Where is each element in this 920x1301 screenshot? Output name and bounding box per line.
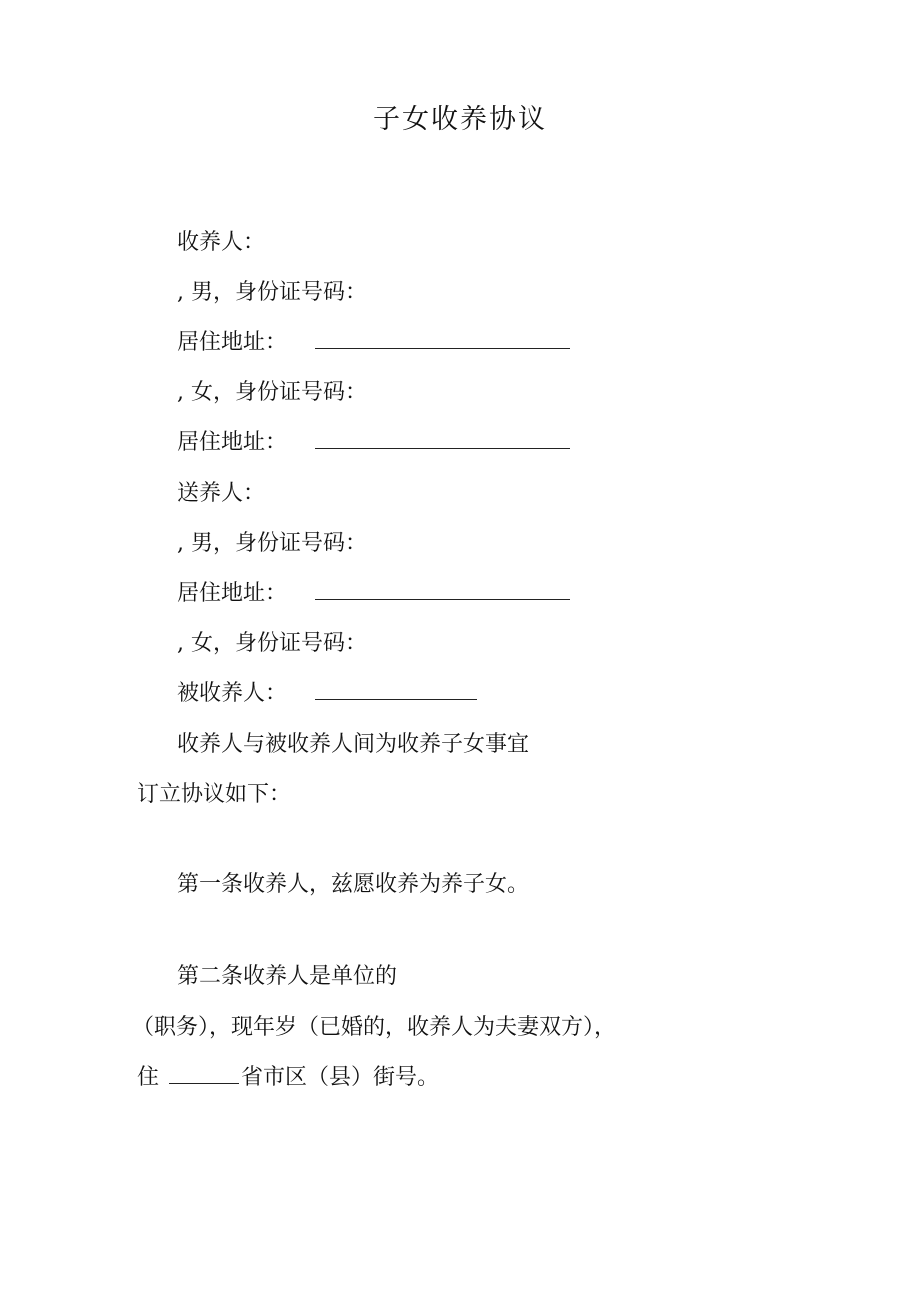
placer-heading [177, 479, 265, 509]
adopter-female-address-label: 居住地址： [177, 430, 288, 455]
adopter-male-text: , 男，身份证号码： [177, 280, 367, 305]
adopter-heading [177, 228, 265, 258]
adopter-male-address-blank [315, 328, 570, 349]
intro-text-1: 收养人与被收养人间为收养子女事宜 [177, 732, 530, 757]
placer-male-line [177, 529, 367, 559]
article-2-line-3 [137, 1063, 439, 1093]
placer-male-text: , 男，身份证号码： [177, 531, 367, 556]
placer-heading-text: 送养人： [177, 481, 266, 506]
placer-female-text: , 女，身份证号码： [177, 631, 367, 656]
adopter-male-address-line [177, 328, 570, 358]
intro-text-2: 订立协议如下： [137, 782, 292, 807]
article-1 [177, 870, 529, 900]
intro-line-1 [177, 730, 529, 760]
adoptee-blank [315, 679, 477, 700]
adopter-female-text: , 女，身份证号码： [177, 380, 367, 405]
article-2-line-1 [177, 962, 397, 992]
article-2-text-2: （职务），现年岁（已婚的，收养人为夫妻双方）， [132, 1015, 617, 1040]
adopter-heading-text: 收养人： [177, 230, 266, 255]
adopter-male-line [177, 278, 367, 308]
placer-male-address-blank [315, 579, 570, 600]
adopter-female-address-blank [315, 428, 570, 449]
placer-male-address-label: 居住地址： [177, 581, 288, 606]
article-1-text: 第一条收养人，兹愿收养为养子女。 [177, 872, 530, 897]
article-2-text-3-suffix: 省市区（县）街号。 [241, 1065, 440, 1090]
adoptee-line [177, 679, 477, 709]
placer-male-address-line [177, 579, 570, 609]
placer-female-line [177, 629, 367, 659]
intro-line-2 [137, 780, 291, 810]
article-2-line-2 [132, 1013, 616, 1043]
adopter-female-address-line [177, 428, 570, 458]
article-2-text-3-prefix: 住 [137, 1065, 160, 1090]
residence-province-blank [169, 1063, 239, 1084]
adopter-female-line [177, 378, 367, 408]
adopter-male-address-label: 居住地址： [177, 330, 288, 355]
article-2-text-1: 第二条收养人是单位的 [177, 964, 398, 989]
adoptee-label: 被收养人： [177, 681, 288, 706]
document-title: 子女收养协议 [373, 104, 547, 135]
